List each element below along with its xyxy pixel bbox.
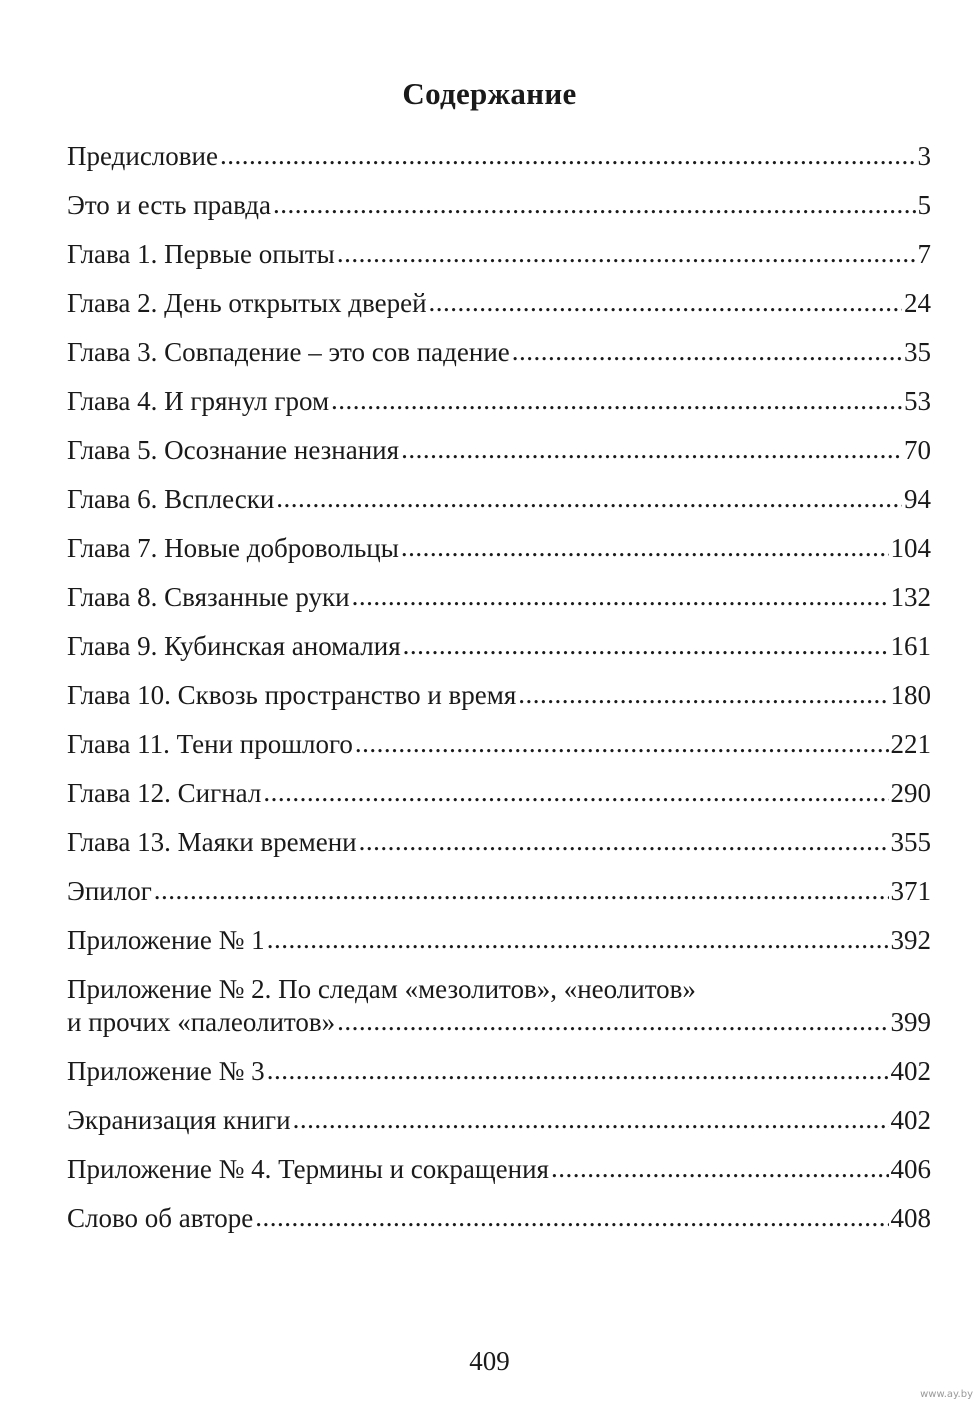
toc-entry — [67, 1104, 931, 1153]
toc-entry-label-line2: и прочих «палеолитов» — [67, 1007, 336, 1037]
toc-entry-page: 132 — [890, 582, 931, 612]
toc-entry-label: Глава 9. Кубинская аномалия — [67, 631, 401, 661]
toc-entry-page: 161 — [890, 631, 931, 661]
toc-entry-page: 3 — [917, 141, 931, 171]
dot-leader — [276, 482, 902, 515]
dot-leader — [263, 776, 888, 809]
dot-leader — [267, 923, 889, 956]
toc-entry-label: Слово об авторе — [67, 1203, 254, 1233]
toc-entry-page: 53 — [904, 386, 931, 416]
toc-entry-page: 35 — [904, 337, 931, 367]
toc-entry-line2 — [67, 1006, 931, 1039]
toc-entry — [67, 287, 931, 336]
toc-entry-label: Эпилог — [67, 876, 152, 906]
dot-leader — [267, 1054, 889, 1087]
dot-leader — [551, 1152, 889, 1185]
toc-entry-label: Приложение № 4. Термины и сокращения — [67, 1154, 549, 1184]
dot-leader — [401, 531, 889, 564]
table-of-contents — [67, 140, 931, 1251]
toc-entry — [67, 140, 931, 189]
toc-entry — [67, 483, 931, 532]
dot-leader — [220, 139, 916, 172]
toc-entry-page: 392 — [890, 925, 931, 955]
dot-leader — [518, 678, 888, 711]
toc-entry — [67, 875, 931, 924]
toc-entry — [67, 1055, 931, 1104]
toc-entry-label-line1: Приложение № 2. По следам «мезолитов», «неолитов» — [67, 974, 696, 1004]
toc-entry-page: 371 — [890, 876, 931, 906]
dot-leader — [359, 825, 889, 858]
toc-entry — [67, 532, 931, 581]
toc-entry-label: Глава 5. Осознание незнания — [67, 435, 400, 465]
toc-entry — [67, 385, 931, 434]
toc-entry — [67, 826, 931, 875]
page-title: Содержание — [402, 76, 577, 111]
toc-entry-page: 94 — [904, 484, 931, 514]
dot-leader — [293, 1103, 889, 1136]
toc-entry-label: Приложение № 3 — [67, 1056, 265, 1086]
toc-entry-page: 70 — [904, 435, 931, 465]
toc-entry — [67, 189, 931, 238]
toc-entry — [67, 434, 931, 483]
toc-entry — [67, 581, 931, 630]
toc-entry-page: 24 — [904, 288, 931, 318]
toc-entry-page: 290 — [890, 778, 931, 808]
toc-entry-page: 180 — [890, 680, 931, 710]
toc-list — [67, 1055, 931, 1251]
toc-entry-label: Глава 2. День открытых дверей — [67, 288, 427, 318]
dot-leader — [337, 237, 916, 270]
toc-entry-label: Глава 13. Маяки времени — [67, 827, 357, 857]
toc-entry-page: 399 — [890, 1007, 931, 1037]
toc-entry-label: Глава 8. Связанные руки — [67, 582, 350, 612]
toc-entry-label: Это и есть правда — [67, 190, 271, 220]
watermark: www.ay.by — [920, 1389, 973, 1400]
toc-entry-label: Глава 7. Новые добровольцы — [67, 533, 399, 563]
dot-leader — [512, 335, 902, 368]
dot-leader — [331, 384, 902, 417]
toc-entry-page: 402 — [890, 1105, 931, 1135]
toc-entry-label: Глава 12. Сигнал — [67, 778, 262, 808]
toc-entry — [67, 1153, 931, 1202]
dot-leader — [401, 433, 902, 466]
toc-entry-page: 104 — [890, 533, 931, 563]
toc-entry-label: Глава 10. Сквозь пространство и время — [67, 680, 517, 710]
toc-entry — [67, 777, 931, 826]
toc-entry — [67, 728, 931, 777]
toc-entry — [67, 336, 931, 385]
toc-entry — [67, 924, 931, 973]
toc-entry-page: 355 — [890, 827, 931, 857]
toc-entry-label: Глава 4. И грянул гром — [67, 386, 330, 416]
toc-entry-label: Глава 3. Совпадение – это сов падение — [67, 337, 510, 367]
dot-leader — [337, 1005, 888, 1038]
toc-entry — [67, 1202, 931, 1251]
toc-entry-label: Приложение № 1 — [67, 925, 265, 955]
dot-leader — [154, 874, 889, 907]
toc-entry-page: 408 — [890, 1203, 931, 1233]
toc-entry-page: 7 — [917, 239, 931, 269]
dot-leader — [352, 580, 889, 613]
toc-entry-page: 402 — [890, 1056, 931, 1086]
toc-entry-label: Предисловие — [67, 141, 218, 171]
dot-leader — [403, 629, 889, 662]
toc-entry-label: Глава 1. Первые опыты — [67, 239, 335, 269]
page-number: 409 — [469, 1346, 510, 1376]
toc-entry-appendix-2 — [67, 973, 931, 1055]
dot-leader — [255, 1201, 888, 1234]
toc-entry-label: Глава 11. Тени прошлого — [67, 729, 353, 759]
toc-entry — [67, 679, 931, 728]
dot-leader — [273, 188, 916, 221]
toc-entry — [67, 238, 931, 287]
toc-entry — [67, 630, 931, 679]
toc-entry-page: 5 — [917, 190, 931, 220]
dot-leader — [429, 286, 902, 319]
dot-leader — [355, 727, 889, 760]
toc-entry-label: Глава 6. Всплески — [67, 484, 275, 514]
toc-entry-label: Экранизация книги — [67, 1105, 291, 1135]
toc-entry-page: 221 — [890, 729, 931, 759]
toc-entry-page: 406 — [890, 1154, 931, 1184]
toc-list — [67, 140, 931, 973]
